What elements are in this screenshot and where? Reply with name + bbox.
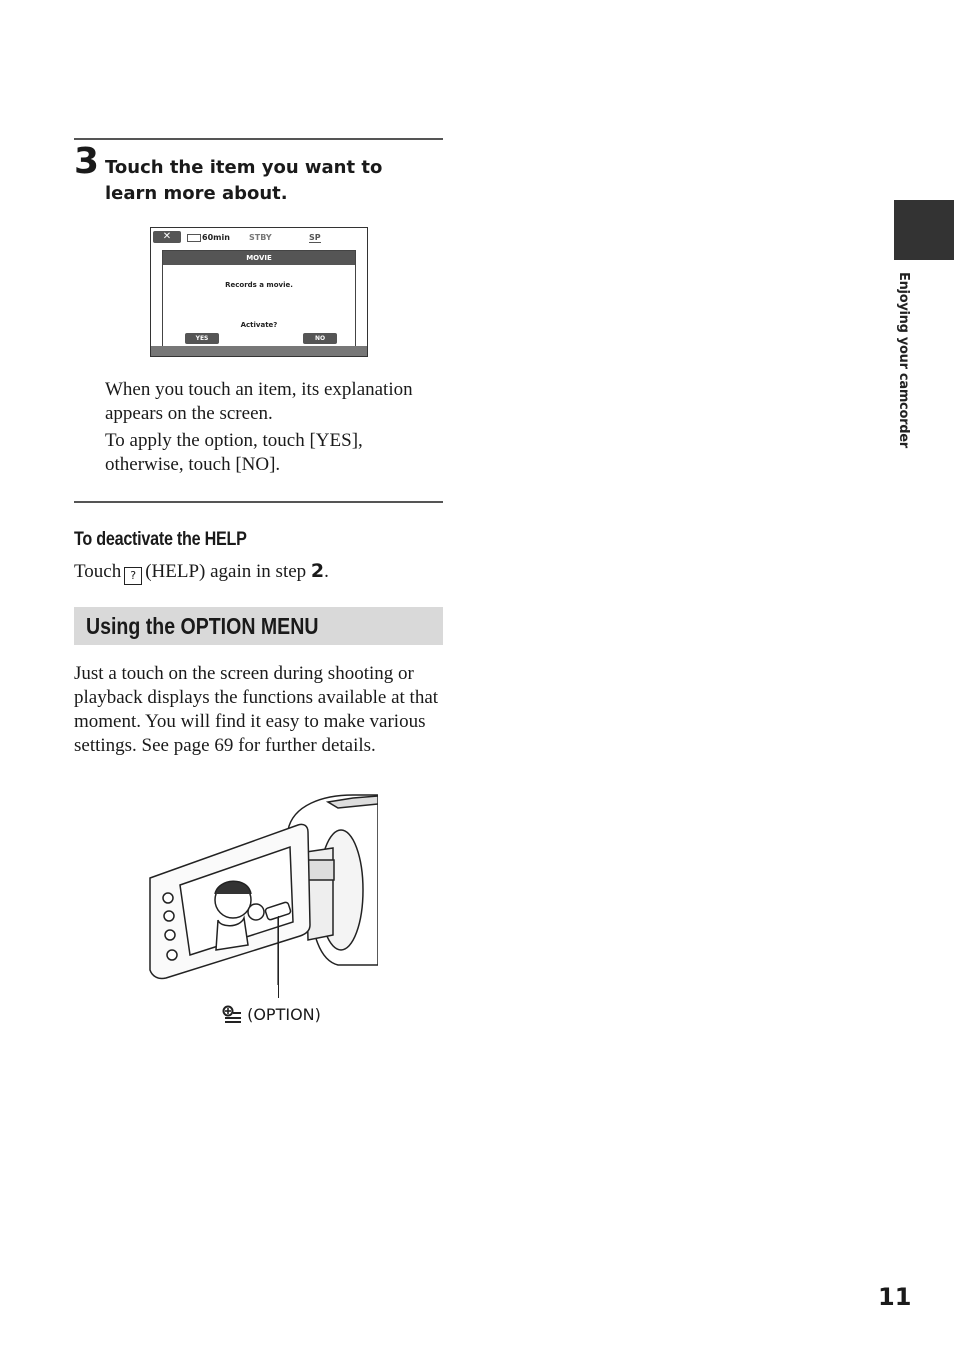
top-divider — [74, 138, 443, 140]
battery-time: 60min — [202, 233, 230, 242]
option-menu-description: Just a touch on the screen during shooting or playback displays the functions available at that moment. You will find it easy to make various settings. See page 69 for further details. — [74, 663, 439, 756]
period: . — [324, 561, 329, 582]
lcd-status-bar — [151, 228, 367, 248]
option-label-text: (OPTION) — [247, 1005, 321, 1024]
chapter-label — [888, 272, 918, 452]
close-icon: ✕ — [153, 231, 181, 243]
step3-apply-text: To apply the option, touch [YES], otherwise, touch [NO]. — [105, 430, 363, 475]
battery-icon — [187, 234, 201, 242]
camcorder-illustration — [138, 790, 378, 985]
step-number: 3 — [74, 141, 100, 182]
lcd-bottom-bar — [151, 346, 367, 356]
dialog-prompt: Activate? — [240, 321, 278, 329]
recording-mode: SP — [309, 233, 321, 242]
section-header — [74, 607, 443, 645]
dialog-description: Records a movie. — [225, 281, 293, 289]
dialog-title: MOVIE — [163, 251, 355, 265]
standby-status: STBY — [249, 233, 272, 242]
help-dialog — [162, 250, 356, 348]
deactivate-text-after: (HELP) again in step — [145, 561, 307, 582]
help-icon: ? — [124, 567, 142, 585]
yes-button: YES — [185, 333, 219, 344]
step3-explanation: When you touch an item, its explanation appears on the screen. — [105, 379, 413, 424]
chapter-tab — [894, 200, 954, 260]
middle-divider — [74, 501, 443, 503]
callout-line — [278, 916, 279, 998]
deactivate-text-before: Touch — [74, 561, 122, 582]
chapter-label-text: Enjoying your camcorder — [896, 272, 911, 448]
option-callout — [222, 1004, 321, 1026]
section-title: Using the OPTION MENU — [86, 613, 319, 639]
lcd-screen-illustration — [150, 227, 368, 357]
option-icon — [222, 1005, 242, 1023]
deactivate-text — [74, 559, 443, 585]
deactivate-heading: To deactivate the HELP — [74, 529, 247, 550]
no-button: NO — [303, 333, 337, 344]
step-instruction: Touch the item you want to learn more about. — [105, 157, 383, 204]
page-number: 11 — [878, 1283, 912, 1311]
step-reference: 2 — [310, 560, 325, 582]
